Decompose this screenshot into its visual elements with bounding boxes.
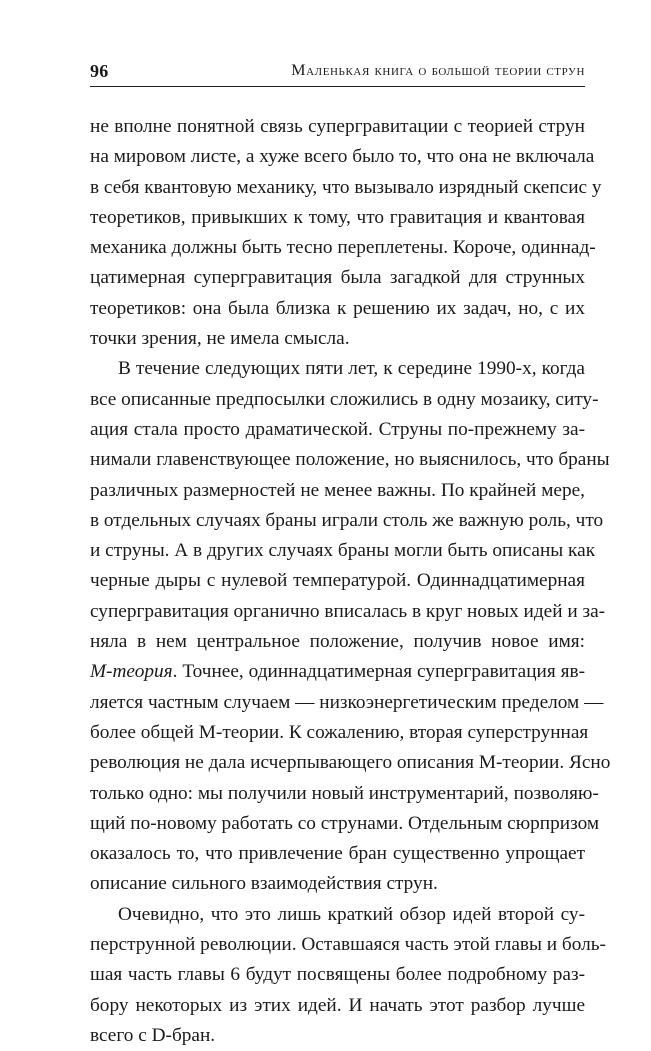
text-line: супергравитация органично вписалась в круг новых идей и за- — [90, 600, 606, 622]
page-header — [90, 50, 585, 87]
text-line: в себя квантовую механику, что вызывало изрядный скепсис у — [90, 176, 602, 198]
text-line-m-theory — [90, 657, 585, 687]
text-line: всего с D-бран. — [90, 1024, 216, 1046]
m-theory-term: М-теория — [90, 661, 173, 683]
paragraph-2 — [90, 354, 611, 899]
text-line: няла в нем центральное положение, получив новое имя: — [90, 631, 585, 653]
text-line: ация стала просто драматической. Струны по-прежнему за- — [90, 418, 585, 440]
text-line: революция не дала исчерпывающего описания М-теории. Ясно — [90, 752, 611, 774]
text-line: оказалось то, что привлечение бран существенно упрощает — [90, 843, 585, 865]
body-text — [90, 112, 611, 1051]
text-line: все описанные предпосылки сложились в одну мозаику, ситу- — [90, 388, 599, 410]
text-line: ляется частным случаем — низкоэнергетическим пределом — — [90, 691, 604, 713]
text-line: описание сильного взаимодействия струн. — [90, 873, 438, 895]
text-line: теоретиков, привыкших к тому, что гравитация и квантовая — [90, 206, 585, 228]
text-fragment: . Точнее, одиннадцатимерная супергравитация яв- — [172, 661, 585, 683]
page-number: 96 — [90, 61, 109, 81]
text-line: Очевидно, что это лишь краткий обзор идей второй су- — [118, 903, 585, 925]
text-line: механика должны быть тесно переплетены. Короче, одиннад- — [90, 237, 596, 259]
text-line: точки зрения, не имела смысла. — [90, 328, 350, 350]
text-line: шая часть главы 6 будут посвящены более подробному раз- — [90, 964, 585, 986]
text-line: более общей М-теории. К сожалению, вторая суперструнная — [90, 721, 589, 743]
text-line: теоретиков: она была близка к решению их задач, но, с их — [90, 297, 585, 319]
text-line: перструнной революции. Оставшаяся часть этой главы и боль- — [90, 934, 606, 956]
text-line: только одно: мы получили новый инструментарий, позволяю- — [90, 782, 599, 804]
text-line: бору некоторых из этих идей. И начать этот разбор лучше — [90, 994, 585, 1016]
text-line: черные дыры с нулевой температурой. Одиннадцатимерная — [90, 570, 585, 592]
paragraph-3 — [90, 900, 606, 1051]
paragraph-1 — [90, 112, 602, 354]
text-line: В течение следующих пяти лет, к середине 1990-х, когда — [118, 358, 585, 380]
text-line: в отдельных случаях браны играли столь же важную роль, что — [90, 509, 604, 531]
running-title: Маленькая книга о большой теории струн — [291, 62, 585, 79]
text-line: на мировом листе, а хуже всего было то, что она не включала — [90, 146, 595, 168]
text-line: нимали главенствующее положение, но выяснилось, что браны — [90, 449, 610, 471]
text-line: цатимерная супергравитация была загадкой для струнных — [90, 267, 585, 289]
text-line: различных размерностей не менее важны. По крайней мере, — [90, 479, 585, 501]
text-line: не вполне понятной связь супергравитации с теорией струн — [90, 116, 585, 137]
text-line: и струны. А в других случаях браны могли быть описаны как — [90, 540, 596, 562]
text-line: щий по-новому работать со струнами. Отдельным сюрпризом — [90, 812, 600, 834]
